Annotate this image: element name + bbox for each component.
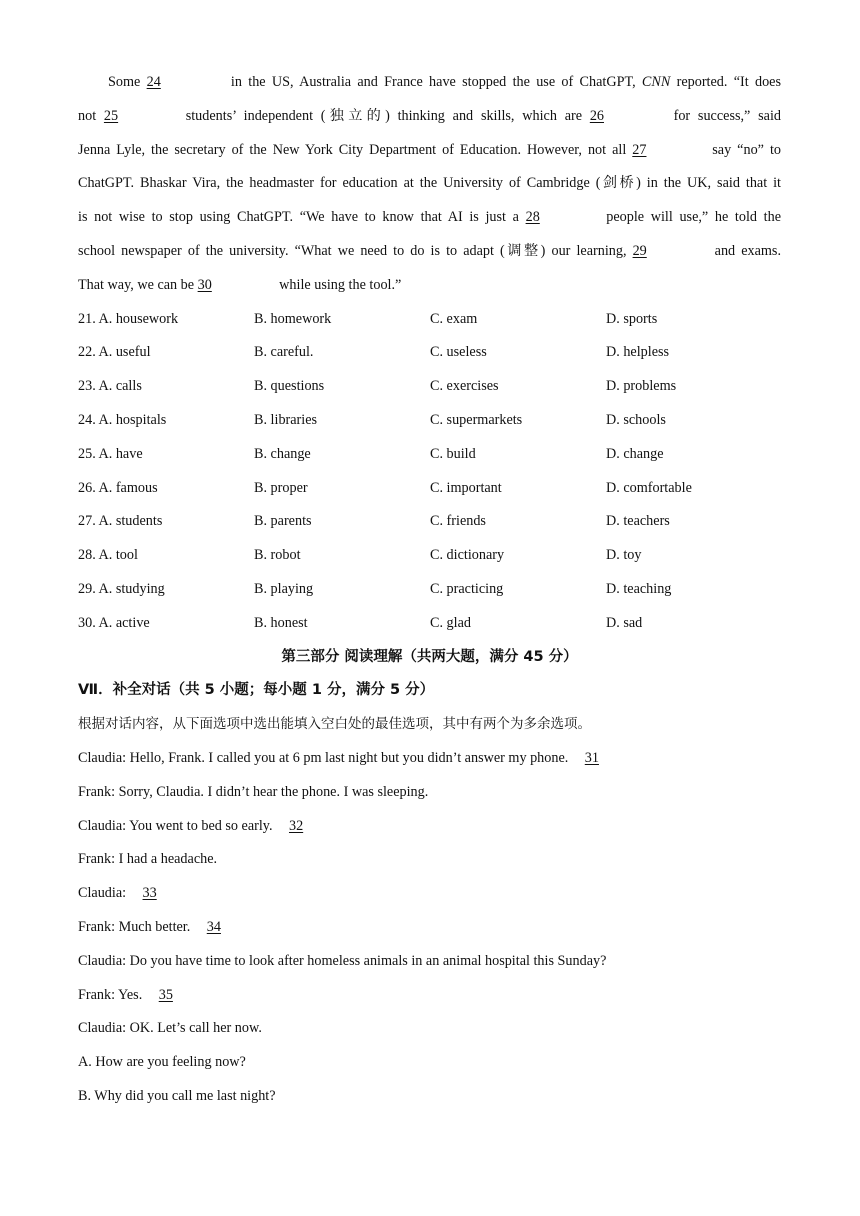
- passage-line-7: [78, 269, 781, 303]
- option-a: 27. A. students: [78, 513, 163, 530]
- text: say “no” to: [706, 141, 782, 158]
- option-row: [78, 539, 781, 573]
- dialogue-line: [78, 945, 781, 979]
- text: Frank: Sorry, Claudia. I didn’t hear the phone. I was sleeping.: [78, 783, 429, 800]
- dialogue-line: [78, 979, 781, 1013]
- blank-33: 33: [142, 885, 157, 902]
- text: Claudia: Do you have time to look after homeless animals in an animal hospital this Sunday?: [78, 952, 607, 969]
- dialogue-line: [78, 776, 781, 810]
- instructions: 根据对话内容，从下面选项中选出能填入空白处的最佳选项，其中有两个为多余选项。: [78, 716, 591, 733]
- text: school newspaper of the university. “What we need to do is to adapt (调整) our learning,: [78, 242, 633, 259]
- option-a: 23. A. calls: [78, 378, 142, 395]
- option-b: B. parents: [254, 513, 312, 530]
- option-c: C. build: [430, 445, 476, 462]
- option-d: D. comfortable: [606, 479, 692, 496]
- option-b: B. libraries: [254, 411, 318, 428]
- text: Frank: Much better.: [78, 918, 194, 935]
- option-d: D. problems: [606, 378, 677, 395]
- option-row: [78, 607, 781, 641]
- text: in the US, Australia and France have stopped the use of ChatGPT,: [224, 74, 642, 90]
- dialogue-line: [78, 742, 781, 776]
- option-c: C. exercises: [430, 378, 499, 395]
- cloze-passage: [78, 66, 781, 303]
- section7-title: Ⅶ．补全对话（共 5 小题；每小题 1 分，满分 5 分）: [78, 682, 435, 699]
- dialogue-line: [78, 1012, 781, 1046]
- option-b: B. playing: [254, 580, 314, 597]
- choice-b: B. Why did you call me last night?: [78, 1087, 276, 1104]
- option-row: [78, 573, 781, 607]
- text: reported. “It does: [670, 74, 781, 90]
- option-row: [78, 370, 781, 404]
- cnn-text: CNN: [641, 74, 671, 90]
- blank-24: 24: [146, 74, 161, 90]
- text: Claudia:: [78, 885, 130, 902]
- option-row: [78, 336, 781, 370]
- option-b: B. proper: [254, 479, 308, 496]
- text: Jenna Lyle, the secretary of the New York City Department of Education. However, not all: [78, 141, 633, 158]
- option-b: B. questions: [254, 378, 325, 395]
- blank-25: 25: [103, 107, 119, 124]
- text: Claudia: Hello, Frank. I called you at 6 pm last night but you didn’t answer my phone.: [78, 749, 572, 766]
- option-d: D. teaching: [606, 580, 672, 597]
- option-a: 29. A. studying: [78, 580, 165, 597]
- passage-line-5: [78, 201, 781, 235]
- passage-line-1: [78, 66, 781, 100]
- dialogue-line: [78, 911, 781, 945]
- option-c: C. practicing: [430, 580, 504, 597]
- option-b: B. careful.: [254, 344, 314, 361]
- option-c: C. exam: [430, 310, 478, 327]
- blank-35: 35: [158, 986, 173, 1003]
- text: not: [78, 107, 104, 124]
- option-row: [78, 303, 781, 337]
- option-a: 30. A. active: [78, 614, 150, 631]
- option-a: 22. A. useful: [78, 344, 151, 361]
- option-c: C. dictionary: [430, 547, 505, 564]
- blank-26: 26: [589, 107, 604, 124]
- dialogue: [78, 742, 781, 1046]
- passage-line-4: ChatGPT. Bhaskar Vira, the headmaster for education at the University of Cambridge (剑桥) in the UK, said that it: [78, 175, 781, 192]
- text: people will use,” he told the: [599, 209, 781, 226]
- blank-29: 29: [632, 242, 647, 259]
- option-d: D. sports: [606, 310, 658, 327]
- option-d: D. schools: [606, 411, 666, 428]
- blank-32: 32: [288, 817, 304, 834]
- option-d: D. sad: [606, 614, 643, 631]
- option-row: [78, 438, 781, 472]
- text: and exams.: [708, 242, 782, 259]
- option-b: B. robot: [254, 547, 301, 564]
- answer-choices: [78, 1046, 781, 1114]
- option-d: D. toy: [606, 547, 642, 564]
- passage-line-3: [78, 134, 781, 168]
- blank-27: 27: [632, 141, 647, 158]
- option-d: D. teachers: [606, 513, 670, 530]
- options-list: [78, 303, 781, 641]
- dialogue-line: [78, 877, 781, 911]
- option-a: 24. A. hospitals: [78, 411, 167, 428]
- option-c: C. important: [430, 479, 502, 496]
- option-c: C. supermarkets: [430, 411, 523, 428]
- option-c: C. useless: [430, 344, 487, 361]
- option-b: B. change: [254, 445, 311, 462]
- choice-a: A. How are you feeling now?: [78, 1054, 246, 1071]
- part3-title: 第三部分 阅读理解（共两大题，满分 45 分）: [281, 648, 578, 665]
- passage-line-6: [78, 235, 781, 269]
- text: is not wise to stop using ChatGPT. “We have to know that AI is just a: [78, 209, 526, 226]
- passage-line-2: [78, 100, 781, 134]
- option-c: C. glad: [430, 614, 471, 631]
- blank-34: 34: [206, 918, 221, 935]
- option-row: [78, 472, 781, 506]
- option-b: B. homework: [254, 310, 332, 327]
- option-row: [78, 404, 781, 438]
- text: Frank: I had a headache.: [78, 851, 218, 868]
- text: while using the tool.”: [275, 276, 402, 293]
- exam-page: [78, 66, 781, 1114]
- text: That way, we can be: [78, 276, 198, 293]
- text: Frank: Yes.: [78, 986, 146, 1003]
- option-a: 25. A. have: [78, 445, 143, 462]
- option-b: B. honest: [254, 614, 308, 631]
- text: Some: [108, 74, 147, 90]
- text: Claudia: OK. Let’s call her now.: [78, 1020, 262, 1037]
- option-row: [78, 505, 781, 539]
- blank-30: 30: [197, 276, 212, 293]
- option-c: C. friends: [430, 513, 486, 530]
- option-a: 21. A. housework: [78, 310, 179, 327]
- option-a: 26. A. famous: [78, 479, 158, 496]
- option-d: D. helpless: [606, 344, 670, 361]
- option-a: 28. A. tool: [78, 547, 138, 564]
- blank-31: 31: [584, 749, 599, 766]
- text: for success,” said: [665, 107, 781, 124]
- dialogue-line: [78, 810, 781, 844]
- text: students’ independent (独立的) thinking and skills, which are: [177, 107, 590, 124]
- dialogue-line: [78, 843, 781, 877]
- text: Claudia: You went to bed so early.: [78, 817, 277, 834]
- option-d: D. change: [606, 445, 664, 462]
- blank-28: 28: [525, 209, 540, 226]
